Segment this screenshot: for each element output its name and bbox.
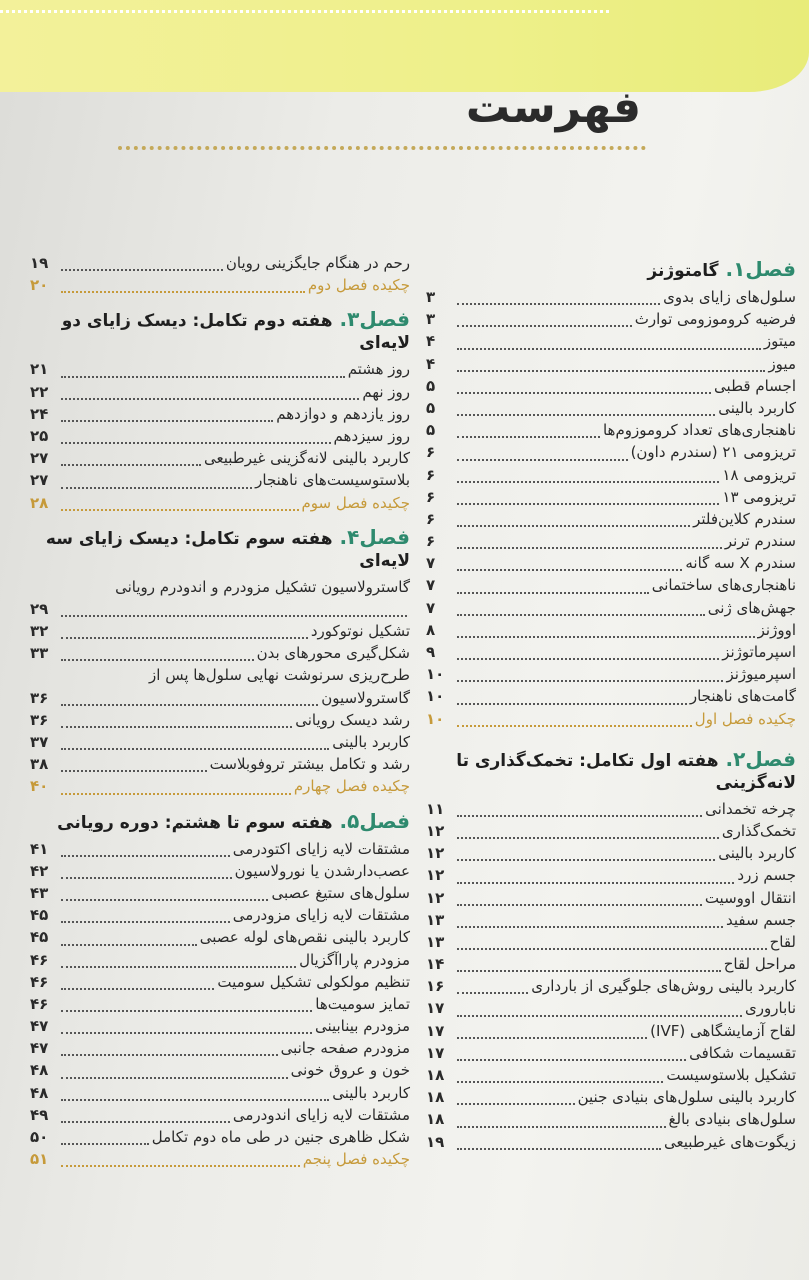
toc-entry-title: رحم در هنگام جایگزینی رویان bbox=[225, 254, 410, 272]
toc-entry-title: تریزومی ۱۳ bbox=[722, 487, 796, 506]
page-number: ۱۸ bbox=[426, 1088, 445, 1107]
toc-left-column bbox=[30, 254, 410, 1172]
dot-leader bbox=[61, 442, 331, 444]
dot-leader bbox=[457, 348, 761, 350]
page-number: ۱۹ bbox=[30, 254, 49, 272]
chapter-heading[interactable] bbox=[30, 526, 410, 572]
toc-entry[interactable] bbox=[30, 427, 410, 449]
page-number: ۲۴ bbox=[30, 404, 49, 423]
toc-entry[interactable] bbox=[30, 1128, 410, 1150]
toc-entry-title: تقسیمات شکافی bbox=[689, 1043, 796, 1062]
toc-entry-title: زیگوت‌های غیرطبیعی bbox=[664, 1132, 796, 1151]
page-number: ۴۱ bbox=[30, 839, 49, 858]
toc-entry-title: سندرم کلاین‌فلتر bbox=[693, 509, 796, 528]
toc-entry[interactable] bbox=[426, 621, 796, 643]
page-number: ۳۲ bbox=[30, 622, 49, 641]
toc-entry-title: کاربرد بالینی bbox=[332, 733, 410, 751]
toc-entry-title: چکیده فصل سوم bbox=[301, 493, 410, 512]
toc-entry-title: اجسام قطبی bbox=[714, 376, 796, 395]
dot-leader bbox=[457, 970, 721, 972]
page-number: ۶ bbox=[426, 509, 436, 528]
toc-entry[interactable] bbox=[426, 844, 796, 866]
toc-entry-title: تشکیل نوتوکورد bbox=[310, 622, 410, 641]
toc-entry-title: کاربرد بالینی روش‌های جلوگیری از بارداری bbox=[531, 977, 796, 996]
page-number: ۲۰ bbox=[30, 276, 49, 295]
page-number: ۳۸ bbox=[30, 755, 49, 774]
toc-entry[interactable] bbox=[30, 254, 410, 276]
toc-entry-title: روز هشتم bbox=[347, 360, 410, 379]
toc-entry[interactable] bbox=[426, 599, 796, 621]
chapter-heading[interactable] bbox=[30, 308, 410, 354]
dot-leader bbox=[457, 1126, 666, 1128]
dot-leader bbox=[457, 1059, 686, 1061]
page-number: ۴۶ bbox=[30, 972, 49, 991]
chapter-summary-entry[interactable] bbox=[30, 276, 410, 298]
page-number: ۱۲ bbox=[426, 866, 445, 885]
page-number: ۶ bbox=[426, 465, 436, 484]
dot-leader bbox=[457, 882, 734, 884]
toc-entry-title: مزودرم بینابینی bbox=[314, 1017, 410, 1036]
page-number: ۵ bbox=[426, 376, 436, 395]
toc-entry-title: جهش‌های ژنی bbox=[707, 598, 796, 617]
page-number: ۶ bbox=[426, 532, 436, 551]
page-number: ۹ bbox=[426, 643, 436, 661]
chapter-heading[interactable] bbox=[426, 748, 796, 794]
toc-entry-title: کاربرد بالینی نقص‌های لوله عصبی bbox=[199, 928, 410, 947]
page-number: ۵۱ bbox=[30, 1150, 49, 1169]
toc-entry[interactable] bbox=[426, 443, 796, 465]
dot-leader bbox=[61, 1032, 312, 1034]
page-number: ۴۸ bbox=[30, 1061, 49, 1080]
toc-entry-title: سلول‌های زایای بدوی bbox=[663, 288, 796, 306]
page-number: ۱۸ bbox=[426, 1110, 445, 1129]
toc-entry-title: عصب‌دارشدن یا نورولاسیون bbox=[234, 861, 410, 880]
dot-leader bbox=[457, 680, 723, 682]
dot-leader bbox=[457, 658, 719, 660]
toc-entry-text: گاسترولاسیون تشکیل مزودرم و اندودرم رویانی bbox=[115, 577, 410, 596]
toc-entry[interactable] bbox=[30, 1106, 410, 1128]
dot-leader bbox=[457, 392, 711, 394]
dot-leader bbox=[61, 988, 214, 990]
dot-leader bbox=[61, 509, 299, 511]
chapter-title: هفته اول تکامل: تخمک‌گذاری تا لانه‌گزینی bbox=[456, 750, 796, 793]
chapter-summary-entry[interactable] bbox=[30, 777, 410, 799]
chapter-number: فصل۱. bbox=[718, 257, 796, 281]
chapter-title: گامتوژنز bbox=[647, 261, 719, 281]
toc-entry-title: گامت‌های ناهنجار bbox=[689, 687, 796, 706]
toc-entry[interactable] bbox=[426, 1133, 796, 1155]
toc-entry[interactable] bbox=[426, 332, 796, 354]
chapter-number: فصل۵. bbox=[332, 808, 410, 833]
toc-entry[interactable] bbox=[30, 600, 410, 622]
toc-entry[interactable] bbox=[30, 644, 410, 666]
page-number: ۴۰ bbox=[30, 777, 49, 796]
toc-entry[interactable] bbox=[30, 733, 410, 755]
chapter-title: هفته دوم تکامل: دیسک زایای دو لایه‌ای bbox=[61, 311, 410, 354]
dot-leader bbox=[457, 1081, 663, 1083]
page-number: ۴۹ bbox=[30, 1105, 49, 1124]
page-number: ۲۷ bbox=[30, 471, 49, 490]
page-number: ۱۸ bbox=[426, 1066, 445, 1084]
dot-leader bbox=[61, 1010, 312, 1012]
toc-entry-title: تشکیل بلاستوسیست bbox=[666, 1066, 796, 1084]
chapter-heading[interactable] bbox=[30, 810, 410, 834]
toc-entry-title: شکل ظاهری جنین در طی ماه دوم تکامل bbox=[151, 1128, 410, 1146]
chapter-summary-entry[interactable] bbox=[426, 710, 796, 732]
page-number: ۱۴ bbox=[426, 955, 445, 974]
toc-entry[interactable] bbox=[30, 973, 410, 995]
toc-entry[interactable] bbox=[426, 889, 796, 911]
toc-entry-title: تریزومی ۲۱ (سندرم داون) bbox=[630, 443, 796, 462]
toc-entry-title: روز یازدهم و دوازدهم bbox=[276, 404, 410, 423]
page-number: ۶ bbox=[426, 443, 436, 462]
toc-entry[interactable] bbox=[426, 800, 796, 822]
toc-entry-title: کاربرد بالینی سلول‌های بنیادی جنین bbox=[577, 1088, 796, 1107]
chapter-title: هفته سوم تا هشتم: دوره رویانی bbox=[57, 812, 333, 833]
dot-leader bbox=[457, 1148, 661, 1150]
toc-entry-title: چکیده فصل دوم bbox=[307, 276, 410, 295]
toc-entry[interactable] bbox=[30, 906, 410, 928]
page-number: ۱۲ bbox=[426, 844, 445, 863]
toc-entry[interactable] bbox=[426, 977, 796, 999]
toc-entry-title: خون و عروق خونی bbox=[290, 1061, 410, 1080]
spacer bbox=[426, 732, 796, 742]
toc-right-column bbox=[426, 252, 796, 1155]
page-number: ۱۰ bbox=[426, 665, 445, 684]
page-number: ۱۶ bbox=[426, 977, 445, 996]
dot-leader bbox=[457, 837, 719, 839]
toc-entry-title: سلول‌های ستیغ عصبی bbox=[271, 883, 410, 902]
toc-entry[interactable] bbox=[30, 1039, 410, 1061]
dot-leader bbox=[457, 815, 702, 817]
dot-leader bbox=[61, 921, 230, 923]
page-number: ۲۵ bbox=[30, 426, 49, 445]
toc-entry[interactable] bbox=[426, 554, 796, 576]
toc-entry[interactable] bbox=[426, 421, 796, 443]
page-number: ۸ bbox=[426, 620, 436, 639]
toc-entry-title: شکل‌گیری محورهای بدن bbox=[256, 644, 410, 663]
page-number: ۴۳ bbox=[30, 883, 49, 902]
dot-leader bbox=[457, 992, 528, 994]
page-number: ۶ bbox=[426, 487, 436, 506]
page-number: ۴۷ bbox=[30, 1017, 49, 1036]
toc-entry-title: جسم زرد bbox=[737, 866, 796, 885]
toc-entry[interactable] bbox=[426, 1110, 796, 1132]
chapter-number: فصل۳. bbox=[332, 307, 410, 332]
page-number: ۳۶ bbox=[30, 688, 49, 707]
chapter-heading[interactable] bbox=[426, 258, 796, 282]
toc-entry-title: جسم سفید bbox=[726, 910, 796, 929]
toc-entry[interactable] bbox=[30, 449, 410, 471]
toc-entry-title: رشد دیسک رویانی bbox=[295, 710, 410, 729]
toc-entry-title: تنظیم مولکولی تشکیل سومیت bbox=[217, 972, 410, 991]
header-band bbox=[0, 0, 809, 92]
page-title: فهرست bbox=[465, 82, 641, 133]
page-number: ۱۷ bbox=[426, 1043, 445, 1062]
dot-leader bbox=[61, 659, 254, 661]
page-number: ۷ bbox=[426, 576, 436, 595]
page-number: ۴۷ bbox=[30, 1039, 49, 1058]
dot-leader bbox=[61, 637, 308, 639]
toc-entry[interactable] bbox=[30, 383, 410, 405]
toc-entry[interactable] bbox=[30, 1017, 410, 1039]
toc-entry-title: سندرم X سه گانه bbox=[685, 554, 796, 573]
toc-entry[interactable] bbox=[30, 711, 410, 733]
dot-leader bbox=[61, 726, 292, 728]
toc-entry[interactable] bbox=[426, 532, 796, 554]
dot-leader bbox=[457, 725, 692, 727]
dot-leader bbox=[61, 398, 359, 400]
toc-entry-title: چکیده فصل چهارم bbox=[293, 777, 410, 796]
page-number: ۱۹ bbox=[426, 1132, 445, 1151]
dot-leader bbox=[457, 525, 690, 527]
dot-leader bbox=[61, 1165, 300, 1167]
toc-entry[interactable] bbox=[426, 399, 796, 421]
page-number: ۲۸ bbox=[30, 493, 49, 512]
page-number: ۱۳ bbox=[426, 932, 445, 951]
page-number: ۴ bbox=[426, 354, 436, 373]
page-number: ۴ bbox=[426, 332, 436, 351]
toc-entry-title: سندرم ترنر bbox=[724, 532, 796, 551]
page-number: ۵۰ bbox=[30, 1128, 49, 1146]
page-number: ۴۶ bbox=[30, 994, 49, 1013]
toc-entry-title: تخمک‌گذاری bbox=[721, 821, 796, 840]
dot-leader bbox=[457, 592, 649, 594]
dot-leader bbox=[61, 770, 207, 772]
page-number: ۱۷ bbox=[426, 999, 445, 1018]
dot-leader bbox=[457, 303, 660, 305]
spacer bbox=[30, 516, 410, 520]
dot-leader bbox=[61, 291, 305, 293]
page-number: ۱۰ bbox=[426, 687, 445, 706]
toc-entry-title: اووژنز bbox=[757, 620, 796, 639]
page-number: ۲۲ bbox=[30, 382, 49, 401]
dot-leader bbox=[61, 793, 291, 795]
toc-entry[interactable] bbox=[30, 951, 410, 973]
page-number: ۵ bbox=[426, 398, 436, 417]
toc-entry-title: روز سیزدهم bbox=[333, 426, 410, 445]
page-number: ۳ bbox=[426, 310, 436, 329]
toc-entry-title: چکیده فصل پنجم bbox=[302, 1150, 410, 1169]
toc-entry[interactable] bbox=[30, 884, 410, 906]
toc-entry[interactable] bbox=[426, 1044, 796, 1066]
toc-entry-title: میوز bbox=[768, 354, 796, 373]
page-number: ۴۸ bbox=[30, 1083, 49, 1102]
toc-entry[interactable] bbox=[426, 933, 796, 955]
toc-entry-title: روز نهم bbox=[362, 382, 410, 401]
toc-entry[interactable] bbox=[426, 911, 796, 933]
page-number: ۳۶ bbox=[30, 710, 49, 729]
dot-leader bbox=[457, 503, 719, 505]
toc-entry[interactable] bbox=[426, 510, 796, 532]
dot-leader bbox=[457, 547, 722, 549]
dot-leader bbox=[457, 904, 702, 906]
spacer bbox=[30, 800, 410, 804]
dot-leader bbox=[457, 859, 715, 861]
dot-leader bbox=[457, 703, 687, 705]
page-number: ۴۵ bbox=[30, 906, 49, 925]
chapter-summary-entry[interactable] bbox=[30, 1150, 410, 1172]
toc-entry[interactable] bbox=[426, 288, 796, 310]
toc-entry-title: اسپرماتوژنز bbox=[722, 643, 796, 661]
dot-leader bbox=[61, 269, 223, 271]
toc-entry[interactable] bbox=[426, 822, 796, 844]
dot-leader bbox=[61, 1143, 149, 1145]
dot-leader bbox=[457, 370, 765, 372]
page-number: ۲۷ bbox=[30, 449, 49, 468]
title-underline bbox=[118, 146, 646, 150]
toc-entry[interactable] bbox=[426, 955, 796, 977]
dot-leader bbox=[61, 420, 273, 422]
page-number: ۱۷ bbox=[426, 1021, 445, 1040]
page-number: ۱۱ bbox=[426, 799, 445, 818]
page-number: ۴۶ bbox=[30, 950, 49, 969]
toc-entry-title: تمایز سومیت‌ها bbox=[315, 994, 410, 1013]
page-number: ۱۳ bbox=[426, 910, 445, 929]
page-number: ۷ bbox=[426, 554, 436, 573]
dot-leader bbox=[457, 325, 632, 327]
page-number: ۵ bbox=[426, 421, 436, 440]
toc-entry[interactable] bbox=[30, 405, 410, 427]
header-dots bbox=[0, 10, 609, 17]
toc-entry-title: کاربرد بالینی لانه‌گزینی غیرطبیعی bbox=[203, 449, 410, 468]
page-number: ۳ bbox=[426, 288, 436, 306]
toc-entry[interactable] bbox=[30, 928, 410, 950]
toc-entry-title: کاربرد بالینی bbox=[718, 398, 796, 417]
toc-entry-title: ناهنجاری‌های ساختمانی bbox=[651, 576, 796, 595]
toc-entry-title: میتوز bbox=[763, 332, 796, 351]
toc-entry-title: رشد و تکامل بیشتر تروفوبلاست bbox=[209, 755, 410, 774]
toc-entry-title: چکیده فصل اول bbox=[694, 709, 796, 728]
toc-entry-title: مشتقات لایه زایای اکتودرمی bbox=[232, 839, 410, 858]
dot-leader bbox=[457, 1015, 742, 1017]
toc-entry[interactable] bbox=[426, 488, 796, 510]
toc-entry[interactable] bbox=[30, 689, 410, 711]
dot-leader bbox=[457, 436, 600, 438]
toc-entry[interactable] bbox=[426, 1088, 796, 1110]
toc-entry[interactable] bbox=[30, 1061, 410, 1083]
page-number: ۱۰ bbox=[426, 709, 445, 728]
chapter-title: هفته سوم تکامل: دیسک زایای سه لایه‌ای bbox=[45, 528, 410, 571]
toc-entry[interactable] bbox=[426, 687, 796, 709]
dot-leader bbox=[61, 704, 318, 706]
dot-leader bbox=[61, 748, 329, 750]
toc-entry[interactable] bbox=[426, 466, 796, 488]
dot-leader bbox=[457, 1103, 575, 1105]
dot-leader bbox=[61, 899, 268, 901]
dot-leader bbox=[61, 1121, 230, 1123]
toc-entry-title: کاربرد بالینی bbox=[718, 844, 796, 863]
spacer bbox=[30, 298, 410, 302]
toc-entry[interactable] bbox=[426, 1066, 796, 1088]
dot-leader bbox=[61, 615, 407, 617]
dot-leader bbox=[61, 966, 296, 968]
dot-leader bbox=[61, 1099, 329, 1101]
toc-entry-title: مزودرم صفحه جانبی bbox=[280, 1039, 410, 1058]
dot-leader bbox=[61, 1077, 288, 1079]
toc-entry-title: تریزومی ۱۸ bbox=[722, 465, 796, 484]
toc-entry-title: بلاستوسیست‌های ناهنجار bbox=[255, 471, 410, 490]
toc-entry-title: انتقال اووسیت bbox=[704, 888, 796, 907]
page-number: ۴۲ bbox=[30, 861, 49, 880]
page-number: ۷ bbox=[426, 598, 436, 617]
page-number: ۲۱ bbox=[30, 360, 49, 379]
dot-leader bbox=[61, 1054, 278, 1056]
toc-entry-title: گاسترولاسیون bbox=[321, 688, 410, 707]
page-number: ۱۲ bbox=[426, 888, 445, 907]
dot-leader bbox=[457, 1037, 647, 1039]
toc-entry-title: لقاح bbox=[769, 932, 796, 951]
toc-entry[interactable] bbox=[426, 866, 796, 888]
dot-leader bbox=[457, 636, 755, 638]
toc-entry[interactable] bbox=[30, 862, 410, 884]
toc-entry[interactable] bbox=[426, 999, 796, 1021]
dot-leader bbox=[61, 944, 197, 946]
toc-entry[interactable] bbox=[426, 576, 796, 598]
dot-leader bbox=[457, 459, 628, 461]
page-number: ۳۷ bbox=[30, 733, 49, 751]
chapter-number: فصل۲. bbox=[718, 746, 796, 771]
chapter-number: فصل۴. bbox=[332, 524, 410, 549]
page-number: ۲۹ bbox=[30, 599, 49, 618]
dot-leader bbox=[457, 948, 767, 950]
dot-leader bbox=[61, 877, 232, 879]
toc-entry-title: سلول‌های بنیادی بالغ bbox=[668, 1110, 796, 1129]
dot-leader bbox=[61, 464, 201, 466]
dot-leader bbox=[457, 614, 705, 616]
toc-entry[interactable] bbox=[426, 310, 796, 332]
page-number: ۴۵ bbox=[30, 928, 49, 947]
dot-leader bbox=[457, 926, 723, 928]
toc-entry[interactable] bbox=[426, 377, 796, 399]
toc-entry[interactable] bbox=[30, 1084, 410, 1106]
page-number: ۳۳ bbox=[30, 644, 49, 663]
toc-entry[interactable] bbox=[30, 840, 410, 862]
toc-entry[interactable] bbox=[426, 355, 796, 377]
toc-entry-title: کاربرد بالینی bbox=[332, 1083, 410, 1102]
toc-entry-title: لقاح آزمایشگاهی (IVF) bbox=[650, 1021, 796, 1040]
toc-entry-title: اسپرمیوژنز bbox=[726, 665, 796, 684]
dot-leader bbox=[61, 855, 230, 857]
toc-entry-title: ناباروری bbox=[745, 999, 796, 1018]
dot-leader bbox=[457, 481, 719, 483]
toc-entry-title: مزودرم پاراآگزیال bbox=[299, 950, 410, 969]
dot-leader bbox=[61, 376, 345, 378]
toc-entry-title: مشتقات لایه زایای مزودرمی bbox=[232, 906, 410, 925]
toc-entry-text: طرح‌ریزی سرنوشت نهایی سلول‌ها پس از bbox=[149, 666, 410, 685]
chapter-summary-entry[interactable] bbox=[30, 494, 410, 516]
dot-leader bbox=[61, 487, 252, 489]
toc-entry[interactable] bbox=[30, 471, 410, 493]
toc-entry[interactable] bbox=[30, 360, 410, 382]
dot-leader bbox=[457, 414, 715, 416]
toc-entry-title: مشتقات لایه زایای اندودرمی bbox=[232, 1105, 410, 1124]
toc-entry-title: فرضیه کروموزومی توارث bbox=[634, 310, 796, 329]
toc-entry[interactable] bbox=[30, 622, 410, 644]
toc-entry[interactable] bbox=[426, 643, 796, 665]
toc-entry[interactable] bbox=[426, 665, 796, 687]
toc-entry-title: ناهنجاری‌های تعداد کروموزوم‌ها bbox=[602, 421, 796, 440]
toc-entry-title: مراحل لقاح bbox=[723, 955, 796, 974]
dot-leader bbox=[457, 569, 682, 571]
toc-entry[interactable] bbox=[30, 755, 410, 777]
toc-entry[interactable] bbox=[426, 1022, 796, 1044]
page-number: ۱۲ bbox=[426, 821, 445, 840]
toc-entry-title: چرخه تخمدانی bbox=[705, 799, 796, 818]
toc-entry[interactable] bbox=[30, 995, 410, 1017]
